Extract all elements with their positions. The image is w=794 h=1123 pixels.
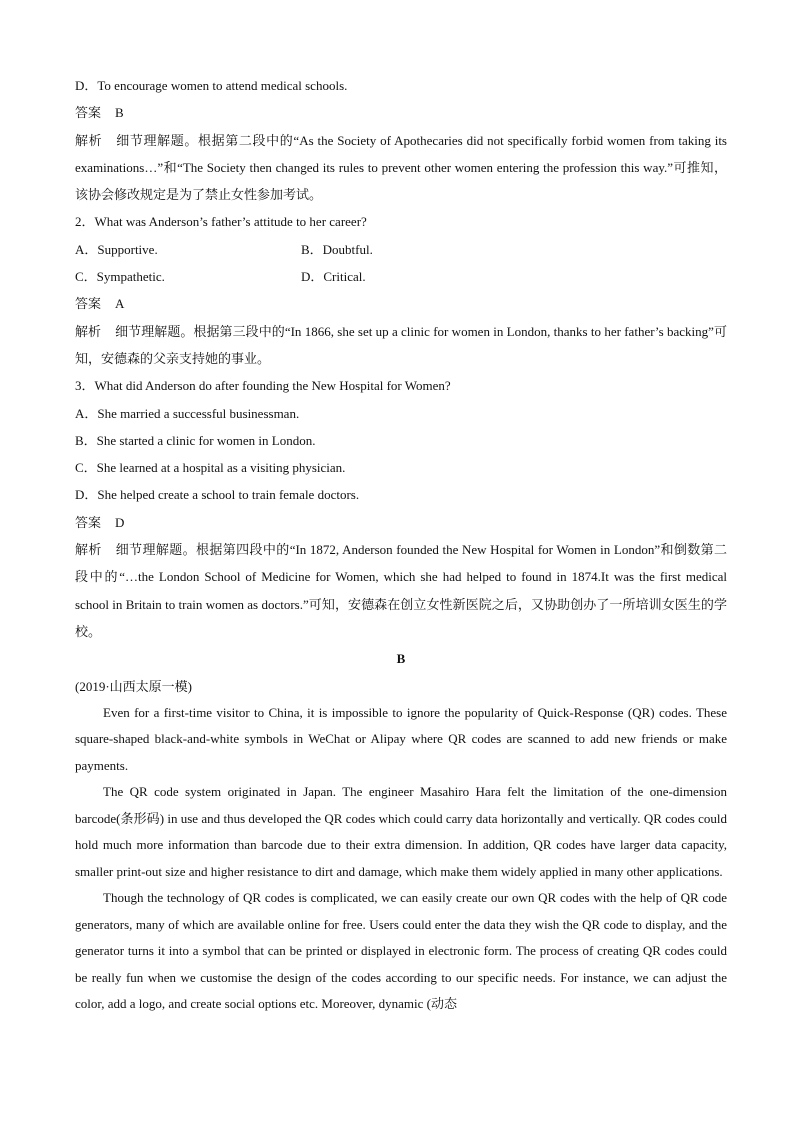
q2-option-d: D．Critical. <box>301 269 366 285</box>
explanation-text: 细节理解题。根据第三段中的“In 1866, she set up a clinic for women in London, thanks to her father’s backing”可知，安德森的父亲支持她的事业。 <box>75 323 727 366</box>
passage-paragraph: The QR code system originated in Japan. The engineer Masahiro Hara felt the limitation of the one-dimension barcode(条形码) in use and thus developed the QR codes which could carry data horizontally and vertically. QR codes could hold much more information than barcode due to their extra dimension. In addition, QR codes have larger data capacity, smaller print-out size and higher resistance to dirt and damage, which make them widely applied in many other applications. <box>75 784 727 879</box>
q1-answer <box>75 99 727 126</box>
answer-value: B <box>115 105 124 121</box>
document-page <box>75 72 727 1018</box>
answer-value: D <box>115 514 125 530</box>
reading-passage <box>75 700 727 1018</box>
q3-option-c: C．She learned at a hospital as a visiting physician. <box>75 460 346 476</box>
explanation-text: 细节理解题。根据第二段中的“As the Society of Apothecaries did not specifically forbid women from taking its examinations…”和“The Society then changed its rules to prevent other women entering the profession this way.”可推知，该协会修改规定是为了禁止女性参加考试。 <box>75 132 727 203</box>
q2-stem: 2．What was Anderson’s father’s attitude to her career? <box>75 214 367 230</box>
q2-option-a: A．Supportive. <box>75 241 158 257</box>
answer-value: A <box>115 296 125 312</box>
q2-explanation <box>75 318 727 373</box>
passage-paragraph: Even for a first-time visitor to China, it is impossible to ignore the popularity of Quick-Response (QR) codes. These square-shaped black-and-white symbols in WeChat or Alipay where QR codes are scanned to add new friends or make payments. <box>75 704 727 773</box>
answer-label: 答案 <box>75 296 102 312</box>
explanation-text: 细节理解题。根据第四段中的“In 1872, Anderson founded the New Hospital for Women in London”和倒数第二段中的“…the London School of Medicine for Women, which she had helped to found in 1874.It was the first medical school in Britain to train women as doctors.”可知，安德森在创立女性新医院之后，又协助创办了一所培训女医生的学校。 <box>75 542 727 639</box>
q3-answer <box>75 509 727 536</box>
q3-explanation <box>75 536 727 645</box>
q2-options <box>75 236 727 291</box>
q2-option-b: B．Doubtful. <box>301 241 373 257</box>
explanation-label: 解析 <box>75 132 103 148</box>
explanation-label: 解析 <box>75 323 102 339</box>
passage-paragraph: Though the technology of QR codes is complicated, we can easily create our own QR codes with the help of QR code generators, many of which are available online for free. Users could enter the data they wish the QR code to display, and the generator turns it into a symbol that can be printed or displayed in electronic form. The process of creating QR codes could be really fun when we customise the design of the codes according to our specific needs. For instance, we can adjust the color, add a logo, and create social options etc. Moreover, dynamic (动态 <box>75 890 727 1012</box>
q1-option-d: D．To encourage women to attend medical schools. <box>75 78 348 93</box>
answer-label: 答案 <box>75 514 102 530</box>
passage-source: (2019·山西太原一模) <box>75 678 192 694</box>
q3-option-b: B．She started a clinic for women in London. <box>75 432 316 448</box>
q3-stem: 3．What did Anderson do after founding the New Hospital for Women? <box>75 378 451 394</box>
answer-label: 答案 <box>75 105 102 121</box>
q2-option-c: C．Sympathetic. <box>75 269 165 285</box>
section-heading: B <box>396 651 406 667</box>
q3-option-d: D．She helped create a school to train female doctors. <box>75 487 360 503</box>
q1-explanation <box>75 127 727 209</box>
q3-option-a: A．She married a successful businessman. <box>75 405 300 421</box>
explanation-label: 解析 <box>75 542 102 558</box>
q2-answer <box>75 290 727 317</box>
